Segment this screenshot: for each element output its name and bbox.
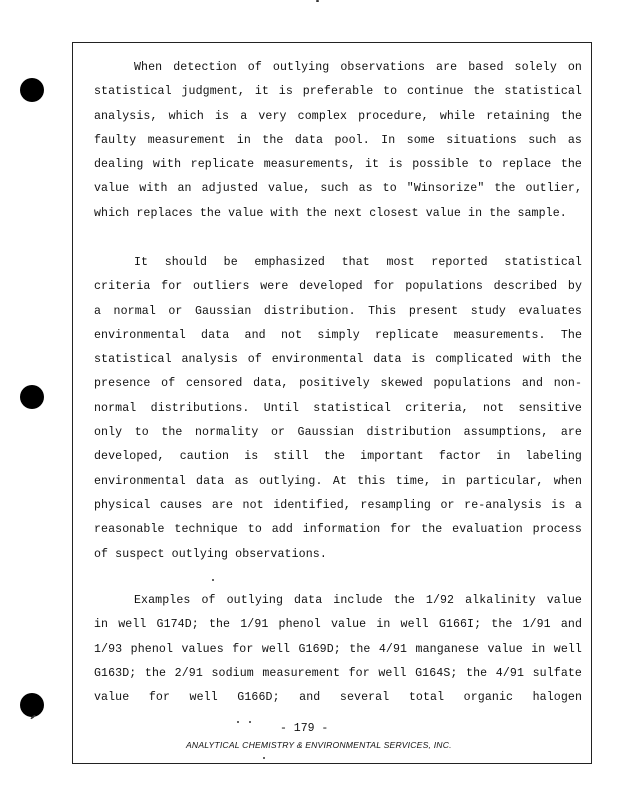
text-line: a normal or Gaussian distribution. This present study evaluates	[94, 304, 582, 318]
paragraph-2	[94, 251, 582, 567]
scan-speck	[237, 721, 239, 723]
binder-hole	[20, 693, 44, 717]
text-line: only to the normality or Gaussian distribution assumptions, are	[94, 426, 582, 440]
scan-speck	[263, 757, 265, 759]
text-line: environmental data and not simply replicate measurements. The	[94, 328, 582, 342]
text-line: presence of censored data, positively skewed populations and non-	[94, 377, 582, 391]
text-line: value with an adjusted value, such as to "Winsorize" the outlier,	[94, 182, 582, 196]
text-line: analysis, which is a very complex procedure, while retaining the	[94, 109, 582, 123]
text-line: reasonable technique to add information for the evaluation process	[94, 523, 582, 537]
text-line: dealing with replicate measurements, it is possible to replace the	[94, 158, 582, 172]
footer-organization: ANALYTICAL CHEMISTRY & ENVIRONMENTAL SERVICES, INC.	[186, 740, 452, 750]
text-line: When detection of outlying observations are based solely on	[134, 61, 582, 74]
text-line: 1/93 phenol values for well G169D; the 4/91 manganese value in well	[94, 642, 582, 656]
paragraph-1	[94, 56, 582, 226]
text-line: physical causes are not identified, resampling or re-analysis is a	[94, 498, 582, 512]
text-line: of suspect outlying observations.	[94, 547, 327, 561]
text-line: criteria for outliers were developed for populations described by	[94, 280, 582, 294]
scan-speck	[212, 579, 214, 581]
text-line: in well G174D; the 1/91 phenol value in well G166I; the 1/91 and	[94, 618, 582, 632]
binder-hole	[20, 385, 44, 409]
text-line: faulty measurement in the data pool. In some situations such as	[94, 133, 582, 147]
text-line: developed, caution is still the important factor in labeling	[94, 450, 582, 464]
text-line: statistical judgment, it is preferable to continue the statistical	[94, 85, 582, 99]
binder-hole	[20, 78, 44, 102]
paragraph-3	[94, 589, 582, 710]
text-line: value for well G166D; and several total organic halogen	[94, 691, 582, 705]
text-line: environmental data as outlying. At this time, in particular, when	[94, 474, 582, 488]
text-line: It should be emphasized that most reported statistical	[134, 256, 582, 269]
scan-speck	[316, 0, 319, 2]
text-line: normal distributions. Until statistical criteria, not sensitive	[94, 401, 582, 415]
page-number: - 179 -	[280, 722, 329, 735]
text-line: which replaces the value with the next closest value in the sample.	[94, 206, 567, 220]
text-line: G163D; the 2/91 sodium measurement for well G164S; the 4/91 sulfate	[94, 666, 582, 680]
scan-speck	[249, 721, 251, 723]
text-line: statistical analysis of environmental data is complicated with the	[94, 353, 582, 367]
text-line: Examples of outlying data include the 1/92 alkalinity value	[134, 594, 582, 607]
